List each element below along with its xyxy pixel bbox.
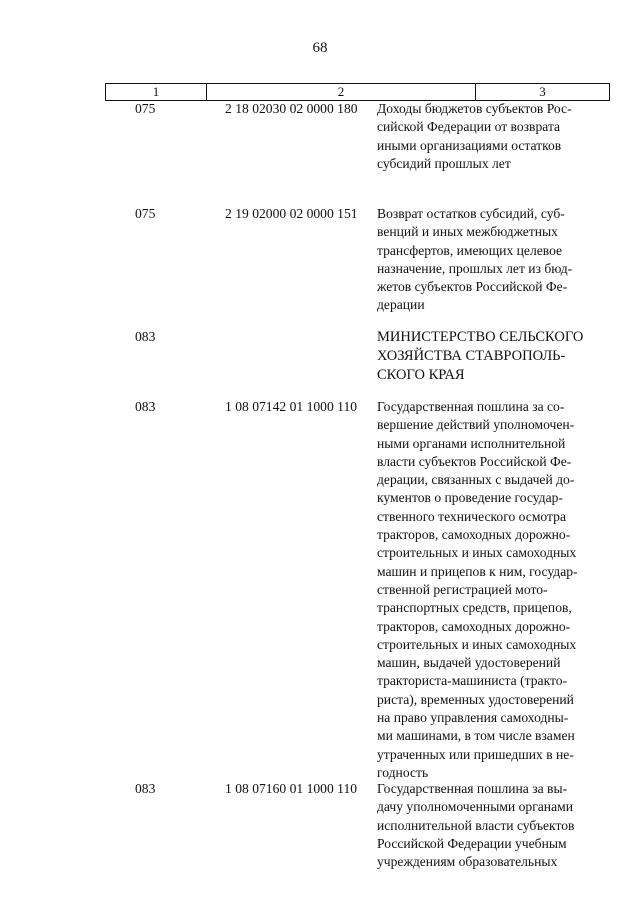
admin-code: 083 <box>135 399 156 414</box>
revenue-description: Государственная пошлина за вы- дачу уполномоченными органами исполнительной власти субъектов Российской Федерации учебным учреждениям образовательных <box>377 781 575 870</box>
budget-classification-code: 2 19 02000 02 0000 151 <box>225 206 358 221</box>
budget-codes-table <box>105 83 610 870</box>
revenue-description: Доходы бюджетов субъектов Рос- сийской Федерации от возврата иными организациями остатков субсидий прошлых лет <box>377 101 572 171</box>
page-number: 68 <box>312 40 328 56</box>
admin-code: 075 <box>135 101 156 116</box>
ministry-heading: МИНИСТЕРСТВО СЕЛЬСКОГО ХОЗЯЙСТВА СТАВРОПОЛЬ- СКОГО КРАЯ <box>377 329 584 383</box>
admin-code: 075 <box>135 206 156 221</box>
budget-classification-code: 2 18 02030 02 0000 180 <box>225 101 358 116</box>
column-header-3: 3 <box>539 84 546 99</box>
budget-classification-code: 1 08 07160 01 1000 110 <box>225 781 358 796</box>
table-header <box>105 83 610 101</box>
revenue-description: Государственная пошлина за со- вершение действий уполномочен- ными органами исполнительной власти субъектов Российской Фе- дерации, связанных с выдачей до- кументов о проведение государ- ственного технического осмотра тракторов, самоходных дорожно- строительных и иных самоходных машин и прицепов к ним, государ- ственной регистрацией мото- транспортных средств, прицепов, тракторов, самоходных дорожно- строительных и иных самоходных машин, выдачей удостоверений тракториста-машиниста (тракто- риста), временных удостоверений на право управления самоходны- ми машинами, в том числе взамен утраченных или пришедших в не- годность <box>377 399 578 780</box>
revenue-description: Возврат остатков субсидий, суб- венций и иных межбюджетных трансфертов, имеющих целевое назначение, прошлых лет из бюд- жетов субъектов Российской Фе- дерации <box>377 206 573 313</box>
admin-code: 083 <box>135 781 156 796</box>
column-header-1: 1 <box>106 84 207 100</box>
column-header-2: 2 <box>207 84 476 100</box>
admin-code: 083 <box>135 329 156 344</box>
budget-classification-code: 1 08 07142 01 1000 110 <box>225 399 358 414</box>
